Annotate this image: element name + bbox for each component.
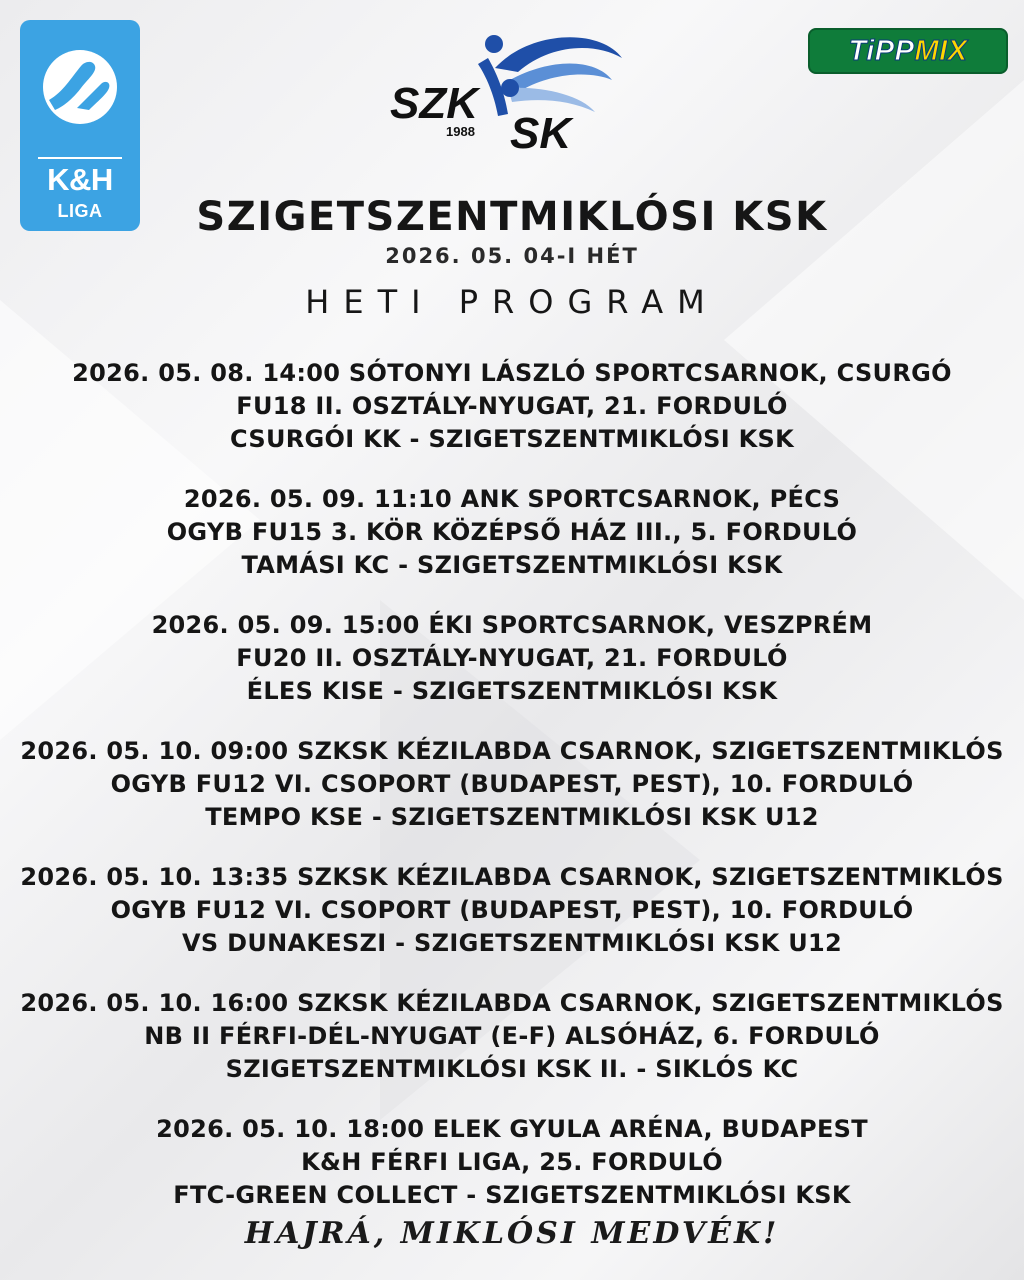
tippmix-logo-part-b: MIX: [914, 34, 968, 67]
club-logo-year: 1988: [446, 124, 475, 139]
match-teams: ÉLES KISE - SZIGETSZENTMIKLÓSI KSK: [246, 677, 778, 705]
match-datetime-venue: 2026. 05. 08. 14:00 SÓTONYI LÁSZLÓ SPORTCSARNOK, CSURGÓ: [72, 359, 952, 387]
tippmix-logo: [808, 28, 1008, 74]
match-datetime-venue: 2026. 05. 10. 16:00 SZKSK KÉZILABDA CSARNOK, SZIGETSZENTMIKLÓS: [20, 989, 1004, 1017]
match-teams: SZIGETSZENTMIKLÓSI KSK II. - SIKLÓS KC: [225, 1055, 799, 1083]
match-competition: FU20 II. OSZTÁLY-NYUGAT, 21. FORDULÓ: [236, 644, 788, 672]
match-list: [0, 357, 1024, 1239]
match-competition: NB II FÉRFI-DÉL-NYUGAT (E-F) ALSÓHÁZ, 6. FORDULÓ: [144, 1022, 880, 1050]
match-competition: OGYB FU12 VI. CSOPORT (BUDAPEST, PEST), 10. FORDULÓ: [110, 896, 914, 924]
slogan: HAJRÁ, MIKLÓSI MEDVÉK!: [244, 1216, 780, 1251]
match-item: [0, 483, 1024, 582]
match-item: [0, 735, 1024, 834]
match-datetime-venue: 2026. 05. 10. 18:00 ELEK GYULA ARÉNA, BUDAPEST: [156, 1115, 868, 1143]
club-logo-text-left: SZK: [390, 79, 478, 128]
club-logo-text-right: SK: [510, 109, 572, 158]
match-item: [0, 861, 1024, 960]
match-item: [0, 987, 1024, 1086]
match-item: [0, 609, 1024, 708]
match-datetime-venue: 2026. 05. 09. 15:00 ÉKI SPORTCSARNOK, VESZPRÉM: [151, 611, 873, 639]
badge-divider: [38, 157, 122, 159]
week-label: 2026. 05. 04-I HÉT: [385, 244, 639, 268]
match-item: [0, 357, 1024, 456]
match-datetime-venue: 2026. 05. 10. 09:00 SZKSK KÉZILABDA CSARNOK, SZIGETSZENTMIKLÓS: [20, 737, 1004, 765]
match-teams: CSURGÓI KK - SZIGETSZENTMIKLÓSI KSK: [230, 425, 794, 453]
match-teams: TEMPO KSE - SZIGETSZENTMIKLÓSI KSK U12: [205, 803, 819, 831]
club-name-title: SZIGETSZENTMIKLÓSI KSK: [196, 194, 828, 240]
club-logo: [390, 28, 630, 158]
match-teams: FTC-GREEN COLLECT - SZIGETSZENTMIKLÓSI KSK: [173, 1181, 851, 1209]
handball-icon: [41, 48, 119, 126]
match-datetime-venue: 2026. 05. 10. 13:35 SZKSK KÉZILABDA CSARNOK, SZIGETSZENTMIKLÓS: [20, 863, 1004, 891]
match-competition: FU18 II. OSZTÁLY-NYUGAT, 21. FORDULÓ: [236, 392, 788, 420]
match-competition: OGYB FU12 VI. CSOPORT (BUDAPEST, PEST), 10. FORDULÓ: [110, 770, 914, 798]
match-competition: OGYB FU15 3. KÖR KÖZÉPSŐ HÁZ III., 5. FORDULÓ: [166, 518, 858, 546]
badge-title: K&H: [47, 162, 113, 197]
badge-subtitle: LIGA: [57, 201, 103, 221]
program-heading: HETI PROGRAM: [305, 283, 719, 321]
tippmix-logo-part-a: TiPP: [848, 34, 915, 67]
match-item: [0, 1113, 1024, 1212]
match-teams: TAMÁSI KC - SZIGETSZENTMIKLÓSI KSK: [241, 551, 783, 579]
match-datetime-venue: 2026. 05. 09. 11:10 ANK SPORTCSARNOK, PÉCS: [183, 485, 841, 513]
match-teams: VS DUNAKESZI - SZIGETSZENTMIKLÓSI KSK U12: [181, 929, 843, 957]
match-competition: K&H FÉRFI LIGA, 25. FORDULÓ: [301, 1148, 723, 1176]
